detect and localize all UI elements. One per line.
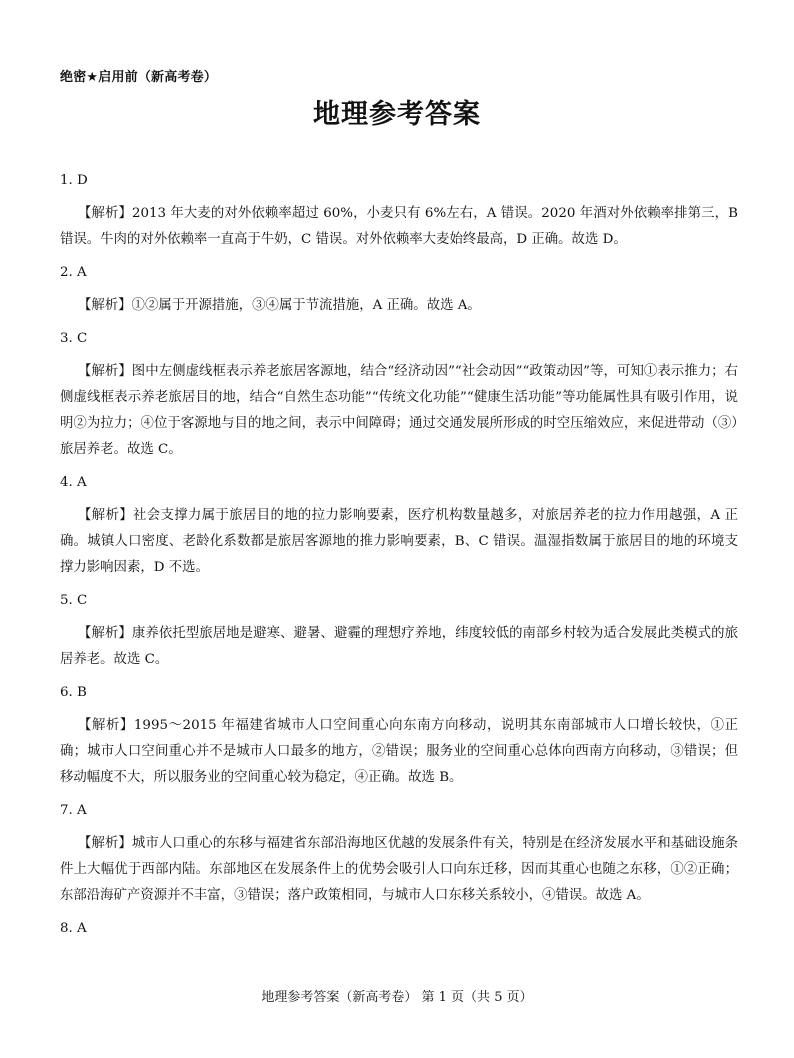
question-number: 7. A [60, 803, 87, 818]
question-item [60, 588, 738, 673]
question-analysis: 【解析】1995～2015 年福建省城市人口空间重心向东南方向移动，说明其东南部城市人口增长较快，①正确；城市人口空间重心并不是城市人口最多的地方，②错误；服务业的空间重心总体向西南方向移动，③错误；但移动幅度不大，所以服务业的空间重心较为稳定，④正确。故选 B。 [60, 718, 738, 785]
question-item [60, 680, 738, 791]
question-number: 2. A [60, 265, 87, 280]
question-number: 6. B [60, 685, 87, 700]
question-analysis: 【解析】城市人口重心的东移与福建省东部沿海地区优越的发展条件有关，特别是在经济发展水平和基础设施条件上大幅优于西部内陆。东部地区在发展条件上的优势会吸引人口向东迁移，因而其重心也随之东移，①②正确；东部沿海矿产资源并不丰富，③错误；落户政策相同，与城市人口东移关系较小，④错误。故选 A。 [60, 836, 738, 903]
question-analysis: 【解析】社会支撑力属于旅居目的地的拉力影响要素，医疗机构数量越多，对旅居养老的拉力作用越强，A 正确。城镇人口密度、老龄化系数都是旅居客源地的推力影响要素，B、C 错误。温湿指数属于旅居目的地的环境支撑力影响因素，D 不选。 [60, 508, 738, 575]
question-number: 8. A [60, 921, 87, 936]
question-number: 1. D [60, 173, 88, 188]
question-number: 5. C [60, 593, 88, 608]
secret-label: 绝密★启用前（新高考卷） [60, 70, 218, 85]
question-analysis: 【解析】①②属于开源措施，③④属于节流措施，A 正确。故选 A。 [78, 298, 481, 313]
question-item [60, 260, 738, 319]
question-number: 3. C [60, 331, 88, 346]
question-analysis: 【解析】图中左侧虚线框表示养老旅居客源地，结合“经济动因”“社会动因”“政策动因”等，可知①表示推力；右侧虚线框表示养老旅居目的地，结合“自然生态功能”“传统文化功能”“健康生活功能”等功能属性具有吸引作用，说明②为拉力；④位于客源地与目的地之间，表示中间障碍；通过交通发展所形成的时空压缩效应，来促进带动（③）旅居养老。故选 C。 [60, 364, 738, 457]
question-analysis: 【解析】2013 年大麦的对外依赖率超过 60%，小麦只有 6%左右，A 错误。2020 年酒对外依赖率排第三，B 错误。牛肉的对外依赖率一直高于牛奶，C 错误。对外依赖率大麦始终最高，D 正确。故选 D。 [60, 206, 738, 247]
question-item [60, 326, 738, 463]
page-title: 地理参考答案 [313, 99, 481, 130]
question-analysis: 【解析】康养依托型旅居地是避寒、避暑、避霾的理想疗养地，纬度较低的南部乡村较为适合发展此类模式的旅居养老。故选 C。 [60, 626, 738, 667]
question-item [60, 798, 738, 909]
question-item [60, 916, 738, 949]
answer-list [60, 168, 738, 949]
question-item [60, 470, 738, 581]
question-item [60, 168, 738, 253]
page-footer: 地理参考答案（新高考卷） 第 1 页（共 5 页） [261, 990, 533, 1005]
question-number: 4. A [60, 475, 87, 490]
